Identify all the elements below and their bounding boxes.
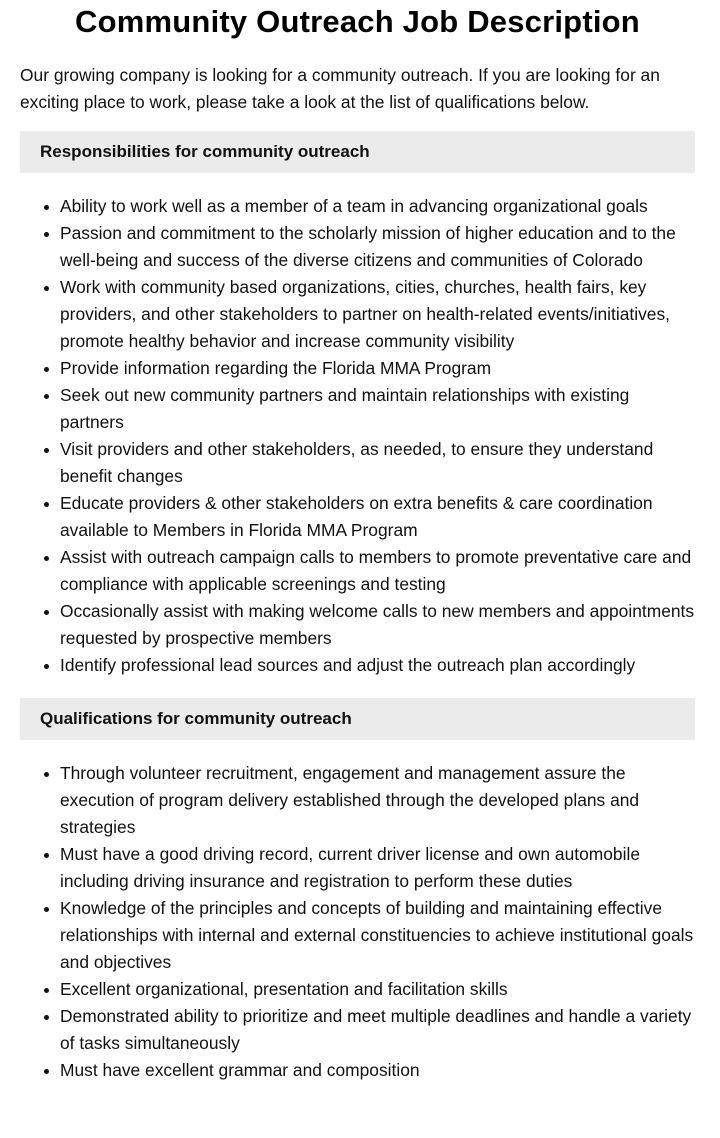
qualification-item: Knowledge of the principles and concepts of building and maintaining effective relationships with internal and external constituencies to achieve institutional goals and objectives [60, 895, 695, 976]
responsibility-item: Identify professional lead sources and adjust the outreach plan accordingly [60, 652, 695, 679]
responsibility-item: Occasionally assist with making welcome calls to new members and appointments requested by prospective members [60, 598, 695, 652]
responsibilities-list [20, 193, 695, 679]
qualification-item: Excellent organizational, presentation and facilitation skills [60, 976, 695, 1003]
qualification-item: Must have a good driving record, current driver license and own automobile including driving insurance and registration to perform these duties [60, 841, 695, 895]
responsibility-item: Visit providers and other stakeholders, as needed, to ensure they understand benefit changes [60, 436, 695, 490]
qualifications-heading: Qualifications for community outreach [20, 698, 695, 740]
page-title: Community Outreach Job Description [75, 4, 640, 39]
qualification-item: Must have excellent grammar and composition [60, 1057, 695, 1084]
responsibility-item: Passion and commitment to the scholarly mission of higher education and to the well-being and success of the diverse citizens and communities of Colorado [60, 220, 695, 274]
responsibility-item: Provide information regarding the Florida MMA Program [60, 355, 695, 382]
responsibility-item: Ability to work well as a member of a team in advancing organizational goals [60, 193, 695, 220]
responsibility-item: Work with community based organizations, cities, churches, health fairs, key providers, and other stakeholders to partner on health-related events/initiatives, promote healthy behavior and increase community visibility [60, 274, 695, 355]
qualification-item: Demonstrated ability to prioritize and meet multiple deadlines and handle a variety of tasks simultaneously [60, 1003, 695, 1057]
responsibility-item: Assist with outreach campaign calls to members to promote preventative care and compliance with applicable screenings and testing [60, 544, 695, 598]
responsibility-item: Seek out new community partners and maintain relationships with existing partners [60, 382, 695, 436]
qualifications-list [20, 760, 695, 1084]
intro-paragraph: Our growing company is looking for a community outreach. If you are looking for an exciting place to work, please take a look at the list of qualifications below. [20, 65, 660, 112]
responsibilities-heading: Responsibilities for community outreach [20, 131, 695, 173]
qualification-item: Through volunteer recruitment, engagement and management assure the execution of program delivery established through the developed plans and strategies [60, 760, 695, 841]
responsibility-item: Educate providers & other stakeholders on extra benefits & care coordination available to Members in Florida MMA Program [60, 490, 695, 544]
